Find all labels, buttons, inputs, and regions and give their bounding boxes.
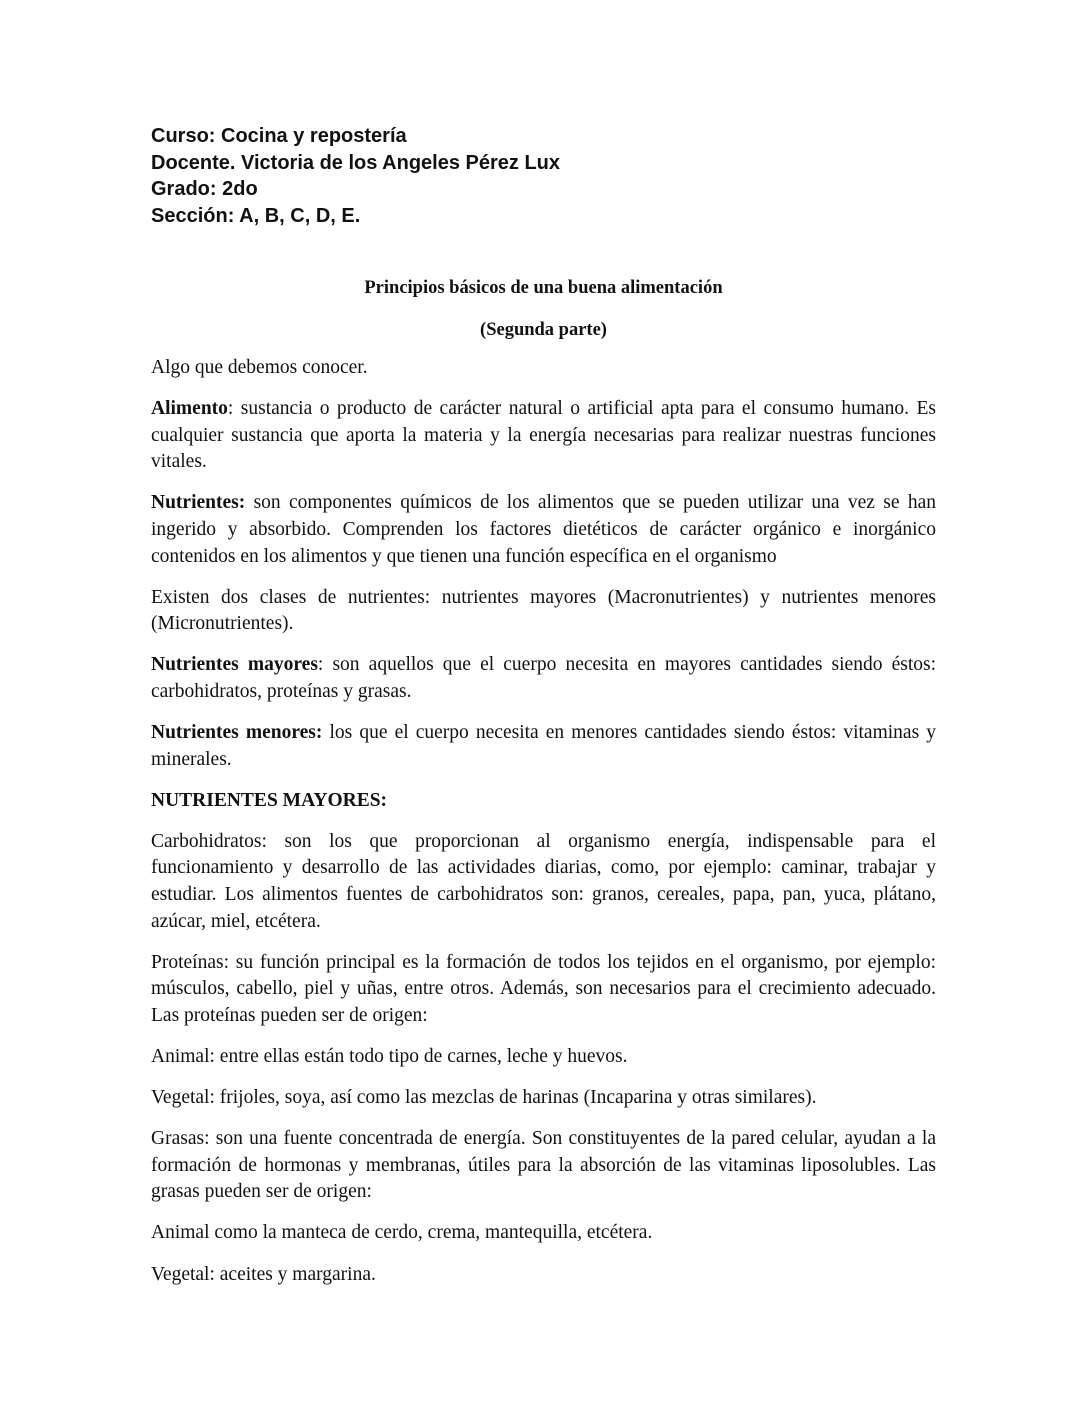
alimento-text: : sustancia o producto de carácter natural o artificial apta para el consumo humano. Es cualquier sustancia que aporta la materia y la energía necesarias para realizar nuestras funciones vitales. bbox=[151, 398, 936, 473]
alimento-term: Alimento bbox=[151, 398, 228, 420]
alimento-paragraph bbox=[151, 396, 936, 476]
grasas-paragraph: Grasas: son una fuente concentrada de energía. Son constituyentes de la pared celular, ayudan a la formación de hormonas y membranas, útiles para la absorción de las vitaminas liposolubles. Las grasas pueden ser de origen: bbox=[151, 1128, 936, 1203]
mayores-text: : son aquellos que el cuerpo necesita en mayores cantidades siendo éstos: carbohidratos, proteínas y grasas. bbox=[151, 654, 936, 702]
document-subtitle: (Segunda parte) bbox=[480, 320, 607, 340]
mayores-term: Nutrientes mayores bbox=[151, 654, 318, 676]
nutrientes-paragraph bbox=[151, 490, 936, 570]
grasas-animal-paragraph: Animal como la manteca de cerdo, crema, mantequilla, etcétera. bbox=[151, 1222, 653, 1244]
proteinas-paragraph: Proteínas: su función principal es la formación de todos los tejidos en el organismo, por ejemplo: músculos, cabello, piel y uñas, entre otros. Además, son necesarios para el crecimiento adecuado. Las proteínas pueden ser de origen: bbox=[151, 951, 936, 1026]
document-header bbox=[151, 123, 951, 229]
section-line: Sección: A, B, C, D, E. bbox=[151, 204, 361, 227]
proteinas-animal-paragraph: Animal: entre ellas están todo tipo de carnes, leche y huevos. bbox=[151, 1045, 628, 1067]
nutrientes-text: son componentes químicos de los alimentos que se pueden utilizar una vez se han ingerido y absorbido. Comprenden los factores dietéticos de carácter orgánico e inorgánico contenidos en los alimentos y que tienen una función específica en el organismo bbox=[151, 492, 936, 567]
course-line: Curso: Cocina y repostería bbox=[151, 125, 407, 147]
intro-paragraph: Algo que debemos conocer. bbox=[151, 357, 368, 378]
carbohidratos-paragraph: Carbohidratos: son los que proporcionan al organismo energía, indispensable para el funcionamiento y desarrollo de las actividades diarias, como, por ejemplo: caminar, trabajar y estudiar. Los alimentos fuentes de carbohidratos son: granos, cereales, papa, pan, yuca, plátano, azúcar, miel, etcétera. bbox=[151, 830, 936, 932]
grasas-vegetal-paragraph: Vegetal: aceites y margarina. bbox=[151, 1263, 376, 1285]
grade-line: Grado: 2do bbox=[151, 178, 258, 200]
document-body bbox=[151, 355, 936, 1303]
proteinas-vegetal-paragraph: Vegetal: frijoles, soya, así como las mezclas de harinas (Incaparina y otras similares). bbox=[151, 1087, 817, 1109]
nutrientes-term: Nutrientes: bbox=[151, 492, 246, 514]
mayores-paragraph bbox=[151, 652, 936, 705]
menores-paragraph bbox=[151, 720, 936, 773]
menores-term: Nutrientes menores: bbox=[151, 722, 323, 744]
clases-paragraph: Existen dos clases de nutrientes: nutrientes mayores (Macronutrientes) y nutrientes menores (Micronutrientes). bbox=[151, 586, 936, 635]
teacher-line: Docente. Victoria de los Angeles Pérez Lux bbox=[151, 151, 561, 174]
document-title: Principios básicos de una buena alimentación bbox=[364, 278, 723, 298]
menores-text: los que el cuerpo necesita en menores cantidades siendo éstos: vitaminas y minerales. bbox=[151, 722, 937, 770]
section-heading: NUTRIENTES MAYORES: bbox=[151, 789, 388, 811]
